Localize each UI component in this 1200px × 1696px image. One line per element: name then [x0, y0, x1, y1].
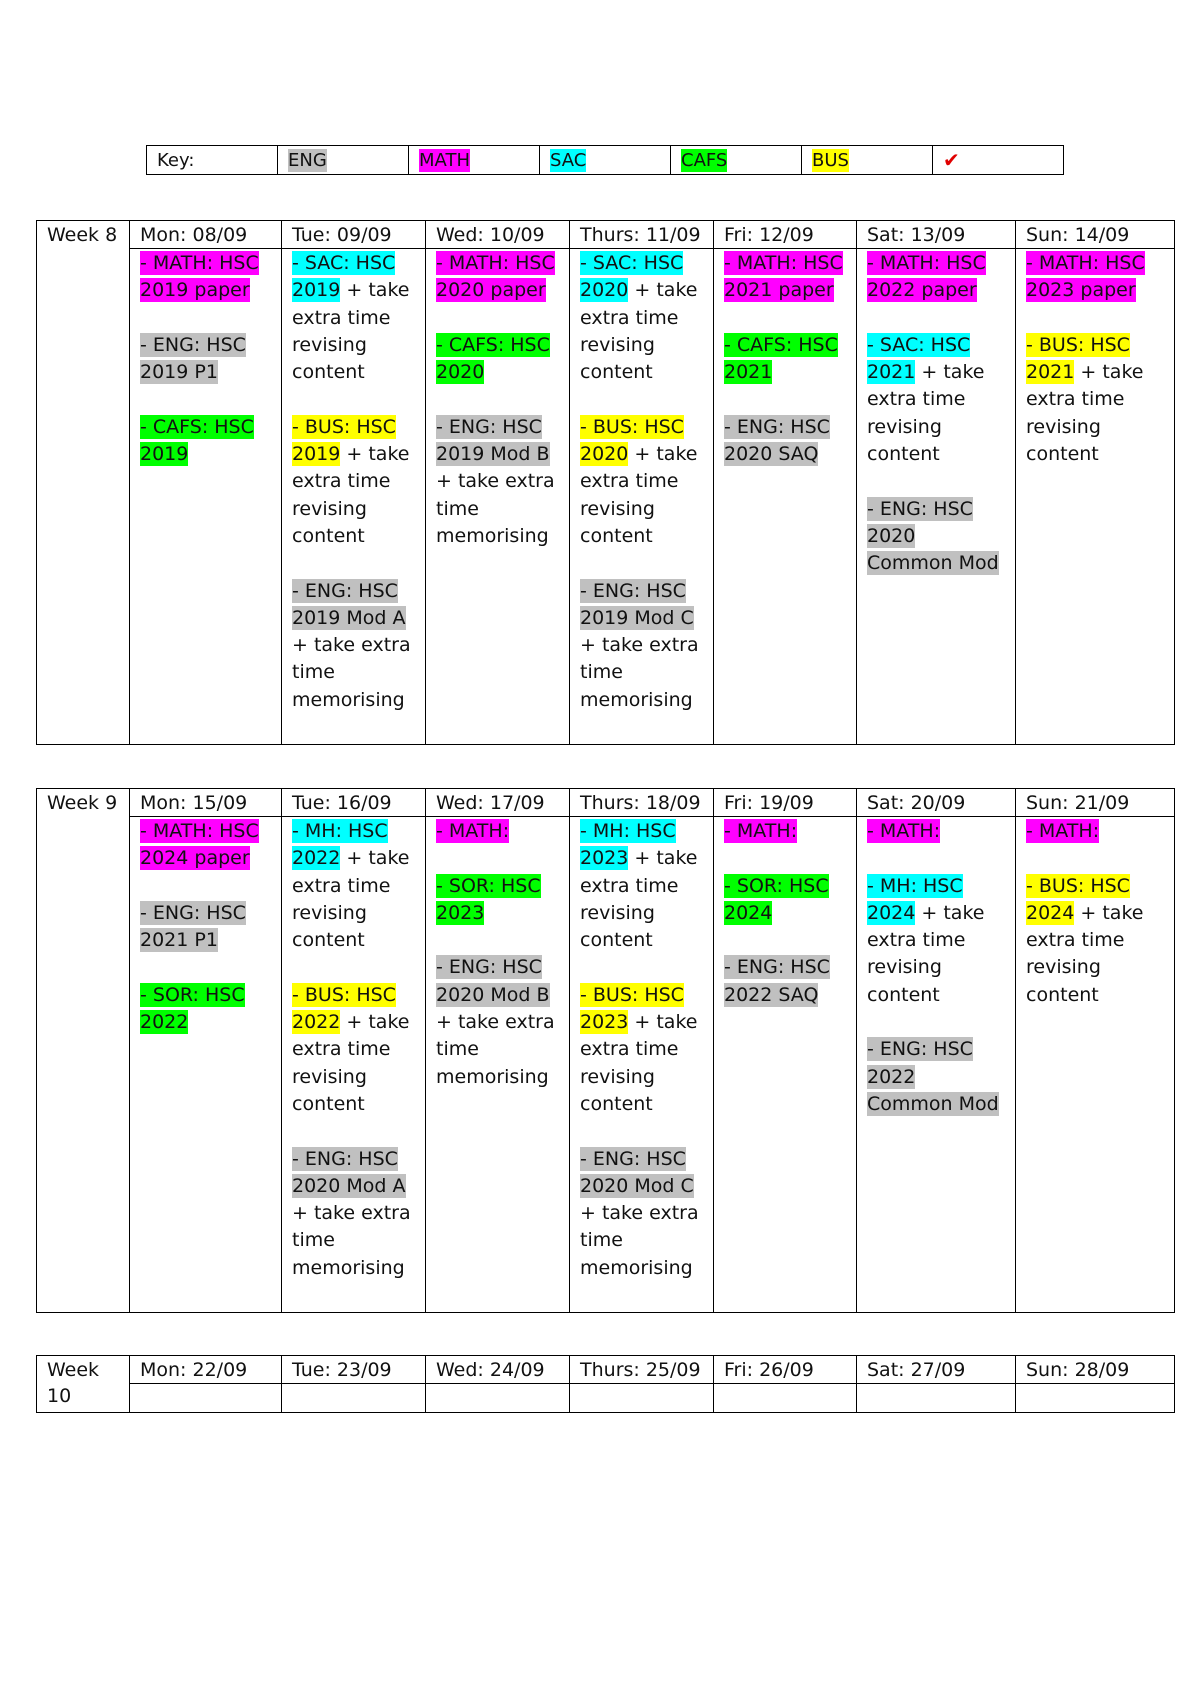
- study-entry: [292, 1146, 415, 1282]
- subject-highlight: - MATH:: [436, 820, 510, 842]
- subject-highlight: - SAC: HSC 2020: [580, 252, 684, 302]
- day-header: Fri: 12/09: [714, 221, 857, 249]
- subject-highlight: - MATH: HSC 2022 paper: [867, 252, 986, 302]
- day-cell: [1016, 249, 1175, 745]
- entry-note: + take extra time revising content: [580, 443, 698, 547]
- day-cell: [714, 1384, 857, 1413]
- subject-highlight: - ENG: HSC 2019 P1: [140, 333, 246, 384]
- day-header: Mon: 22/09: [130, 1356, 282, 1384]
- day-cell: [426, 249, 570, 745]
- study-entry: [867, 1036, 1005, 1118]
- study-entry: [867, 250, 1005, 305]
- entry-note: + take extra time memorising: [580, 634, 699, 711]
- study-entry: [140, 982, 271, 1037]
- entry-note: + take extra time memorising: [436, 1011, 555, 1088]
- day-cell: [570, 817, 714, 1313]
- study-entry: [580, 1146, 703, 1282]
- study-entry: [580, 982, 703, 1118]
- study-entry: [867, 818, 1005, 845]
- study-entry: [436, 414, 559, 550]
- study-entry: [140, 414, 271, 469]
- study-entry: [1026, 818, 1164, 845]
- day-header: Sat: 13/09: [857, 221, 1016, 249]
- subject-highlight: - ENG: HSC 2022 SAQ: [724, 956, 830, 1006]
- study-entry: [436, 818, 559, 845]
- day-cell: [282, 249, 426, 745]
- study-entry: [580, 578, 703, 714]
- study-entry: [292, 414, 415, 550]
- day-cell: [857, 249, 1016, 745]
- day-header: Thurs: 25/09: [570, 1356, 714, 1384]
- study-entry: [580, 250, 703, 386]
- subject-highlight: - ENG: HSC 2019 Mod A: [292, 579, 406, 629]
- key-eng-label: ENG: [288, 149, 327, 171]
- study-entry: [1026, 873, 1164, 1009]
- subject-highlight: - SOR: HSC 2023: [436, 874, 541, 924]
- subject-highlight: - ENG: HSC 2020 SAQ: [724, 415, 830, 466]
- subject-highlight: - CAFS: HSC 2020: [436, 333, 550, 384]
- study-entry: [724, 954, 846, 1009]
- check-icon: ✔: [943, 148, 960, 172]
- subject-highlight: - MATH:: [1026, 820, 1100, 842]
- day-cell: [130, 817, 282, 1313]
- entry-note: + take extra time revising content: [292, 847, 410, 952]
- subject-highlight: - BUS: HSC 2019: [292, 415, 396, 466]
- subject-highlight: - BUS: HSC 2023: [580, 983, 684, 1034]
- subject-highlight: - ENG: HSC 2021 P1: [140, 901, 246, 952]
- study-entry: [867, 332, 1005, 468]
- key-eng: [278, 146, 409, 175]
- study-entry: [724, 250, 846, 305]
- subject-highlight: - ENG: HSC 2020 Common Mod: [867, 497, 999, 575]
- entry-note: + take extra time revising content: [1026, 901, 1144, 1006]
- entry-note: + take extra time revising content: [1026, 361, 1144, 466]
- entry-note: + take extra time revising content: [867, 901, 985, 1006]
- study-entry: [292, 250, 415, 386]
- subject-highlight: - ENG: HSC 2019 Mod B: [436, 415, 550, 466]
- day-cell: [1016, 817, 1175, 1313]
- study-entry: [436, 873, 559, 928]
- day-cell: [130, 1384, 282, 1413]
- subject-highlight: - SAC: HSC 2021: [867, 333, 971, 384]
- subject-highlight: - ENG: HSC 2020 Mod C: [580, 1147, 694, 1197]
- study-entry: [436, 332, 559, 387]
- subject-highlight: - ENG: HSC 2020 Mod B: [436, 956, 550, 1006]
- subject-highlight: - SOR: HSC 2024: [724, 874, 829, 924]
- study-entry: [724, 414, 846, 469]
- day-header: Mon: 08/09: [130, 221, 282, 249]
- key-table: [146, 145, 1064, 175]
- study-entry: [140, 250, 271, 305]
- study-entry: [580, 414, 703, 550]
- study-entry: [436, 250, 559, 305]
- subject-highlight: - MH: HSC 2024: [867, 874, 963, 924]
- study-entry: [580, 818, 703, 954]
- day-cell: [1016, 1384, 1175, 1413]
- entry-note: + take extra time memorising: [292, 1202, 411, 1279]
- key-sac: [540, 146, 671, 175]
- key-check: [933, 146, 1064, 175]
- subject-highlight: - CAFS: HSC 2021: [724, 333, 838, 384]
- day-cell: [714, 817, 857, 1313]
- day-header: Mon: 15/09: [130, 789, 282, 817]
- week-label: Week 10: [37, 1356, 130, 1413]
- key-label: Key:: [147, 146, 278, 175]
- study-entry: [292, 578, 415, 714]
- day-header: Wed: 24/09: [426, 1356, 570, 1384]
- week-label: Week 8: [37, 221, 130, 745]
- subject-highlight: - ENG: HSC 2019 Mod C: [580, 579, 694, 629]
- week-table: [36, 788, 1175, 1313]
- study-entry: [867, 496, 1005, 578]
- study-entry: [1026, 250, 1164, 305]
- study-entry: [292, 818, 415, 954]
- subject-highlight: - MATH: HSC 2024 paper: [140, 820, 259, 870]
- entry-note: + take extra time revising content: [580, 279, 698, 384]
- subject-highlight: - BUS: HSC 2022: [292, 983, 396, 1034]
- subject-highlight: - SOR: HSC 2022: [140, 983, 245, 1034]
- key-cafs-label: CAFS: [681, 149, 728, 171]
- day-header: Fri: 26/09: [714, 1356, 857, 1384]
- subject-highlight: - BUS: HSC 2024: [1026, 874, 1130, 924]
- subject-highlight: - MATH: HSC 2023 paper: [1026, 252, 1145, 302]
- day-header: Sun: 28/09: [1016, 1356, 1175, 1384]
- entry-note: + take extra time revising content: [867, 361, 985, 466]
- entry-note: + take extra time revising content: [292, 443, 410, 547]
- entry-note: + take extra time revising content: [292, 1011, 410, 1115]
- day-cell: [426, 1384, 570, 1413]
- subject-highlight: - ENG: HSC 2020 Mod A: [292, 1147, 406, 1197]
- study-entry: [292, 982, 415, 1118]
- key-sac-label: SAC: [550, 149, 587, 171]
- subject-highlight: - MATH: HSC 2020 paper: [436, 252, 555, 302]
- key-math-label: MATH: [419, 149, 470, 171]
- entry-note: + take extra time revising content: [292, 279, 410, 384]
- subject-highlight: - MATH:: [867, 820, 941, 842]
- subject-highlight: - MATH: HSC 2019 paper: [140, 252, 259, 302]
- day-cell: [570, 249, 714, 745]
- subject-highlight: - BUS: HSC 2021: [1026, 333, 1130, 384]
- day-header: Sun: 21/09: [1016, 789, 1175, 817]
- week-table: [36, 220, 1175, 745]
- study-entry: [724, 873, 846, 928]
- subject-highlight: - MH: HSC 2022: [292, 820, 388, 870]
- day-cell: [130, 249, 282, 745]
- entry-note: + take extra time memorising: [292, 634, 411, 711]
- subject-highlight: - MATH:: [724, 820, 798, 842]
- study-entry: [436, 954, 559, 1090]
- key-bus: [802, 146, 933, 175]
- study-entry: [867, 873, 1005, 1009]
- entry-note: + take extra time memorising: [580, 1202, 699, 1279]
- subject-highlight: - BUS: HSC 2020: [580, 415, 684, 466]
- day-header: Sat: 20/09: [857, 789, 1016, 817]
- study-entry: [140, 818, 271, 873]
- day-header: Thurs: 11/09: [570, 221, 714, 249]
- entry-note: + take extra time revising content: [580, 847, 698, 952]
- study-entry: [724, 818, 846, 845]
- subject-highlight: - SAC: HSC 2019: [292, 252, 396, 302]
- subject-highlight: - MATH: HSC 2021 paper: [724, 252, 843, 302]
- day-header: Thurs: 18/09: [570, 789, 714, 817]
- day-cell: [426, 817, 570, 1313]
- day-header: Sat: 27/09: [857, 1356, 1016, 1384]
- day-header: Fri: 19/09: [714, 789, 857, 817]
- day-header: Wed: 17/09: [426, 789, 570, 817]
- study-entry: [724, 332, 846, 387]
- subject-highlight: - CAFS: HSC 2019: [140, 415, 254, 466]
- day-header: Wed: 10/09: [426, 221, 570, 249]
- study-entry: [1026, 332, 1164, 468]
- entry-note: + take extra time memorising: [436, 470, 555, 547]
- key-math: [409, 146, 540, 175]
- day-cell: [570, 1384, 714, 1413]
- study-entry: [140, 332, 271, 387]
- subject-highlight: - ENG: HSC 2022 Common Mod: [867, 1038, 999, 1115]
- entry-note: + take extra time revising content: [580, 1011, 698, 1115]
- day-header: Sun: 14/09: [1016, 221, 1175, 249]
- key-cafs: [671, 146, 802, 175]
- subject-highlight: - MH: HSC 2023: [580, 820, 676, 870]
- key-bus-label: BUS: [812, 149, 849, 171]
- day-header: Tue: 16/09: [282, 789, 426, 817]
- day-cell: [282, 1384, 426, 1413]
- week-table: [36, 1355, 1175, 1413]
- day-cell: [857, 1384, 1016, 1413]
- study-entry: [140, 900, 271, 955]
- day-header: Tue: 09/09: [282, 221, 426, 249]
- day-cell: [857, 817, 1016, 1313]
- day-header: Tue: 23/09: [282, 1356, 426, 1384]
- week-label: Week 9: [37, 789, 130, 1313]
- day-cell: [282, 817, 426, 1313]
- day-cell: [714, 249, 857, 745]
